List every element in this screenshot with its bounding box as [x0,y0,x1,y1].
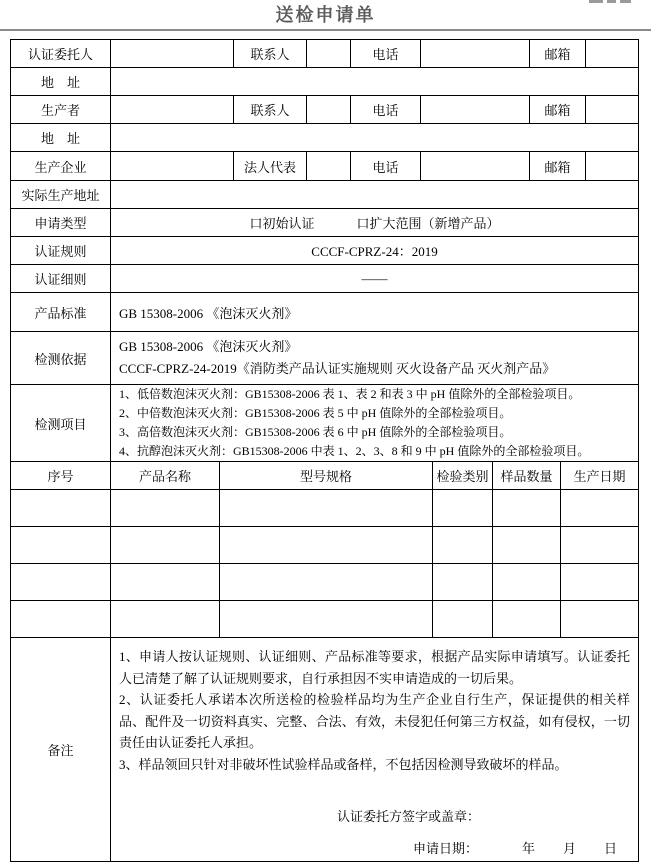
header-inspection-type: 检验类别 [433,462,493,490]
remarks-item: 2、认证委托人承诺本次所送检的检验样品均为生产企业自行生产，保证提供的相关样品、配件及一切资料真实、完整、合法、有效，未侵犯任何第三方权益，如有侵权，一切责任由认证委托人承担。 [119,692,630,750]
manufacturer-row [11,152,639,181]
cropped-corner-text-artifact [589,0,637,3]
product-list-table [10,461,639,638]
test-items-value [111,385,639,462]
test-items-line: 2、中倍数泡沫灭火剂：GB15308-2006 表 5 中 pH 值除外的全部检验项目。 [119,406,512,420]
serial-cell[interactable] [11,527,111,564]
cert-detail-label: 认证细则 [11,265,111,293]
test-items-label: 检测项目 [11,385,111,462]
sample-quantity-cell[interactable] [493,490,561,527]
manufacturer-legal-rep-cell[interactable] [307,152,351,181]
inspection-type-cell[interactable] [433,527,493,564]
cert-detail-row [11,265,639,293]
cert-rule-label: 认证规则 [11,237,111,265]
inspection-type-cell[interactable] [433,564,493,601]
header-production-date: 生产日期 [561,462,639,490]
applicant-label: 认证委托人 [11,40,111,68]
application-date-label: 申请日期： [413,841,479,856]
product-row [11,564,639,601]
actual-address-cell[interactable] [111,181,639,209]
remarks-row [11,638,639,862]
test-items-line: 3、高倍数泡沫灭火剂：GB15308-2006 表 6 中 pH 值除外的全部检验项目。 [119,425,512,439]
applicant-contact-label: 联系人 [234,40,307,68]
header-serial-number: 序号 [11,462,111,490]
application-type-row [11,209,639,237]
inspection-type-cell[interactable] [433,601,493,638]
applicant-phone-label: 电话 [351,40,421,68]
product-standard-row [11,293,639,332]
producer-contact-cell[interactable] [307,96,351,124]
product-name-cell[interactable] [111,527,220,564]
actual-address-row [11,181,639,209]
sample-quantity-cell[interactable] [493,601,561,638]
producer-row [11,96,639,124]
page-title: 送检申请单 [275,5,376,25]
product-row [11,601,639,638]
applicant-address-cell[interactable] [111,68,639,96]
test-items-line: 4、抗醇泡沫灭火剂：GB15308-2006 中表 1、2、3、8 和 9 中 pH 值除外的全部检验项目。 [119,444,590,458]
application-date-line [413,837,630,861]
signature-block [119,805,630,861]
header-product-name: 产品名称 [111,462,220,490]
inspection-type-cell[interactable] [433,490,493,527]
test-items-row [11,385,639,462]
producer-phone-label: 电话 [351,96,421,124]
month-label: 月 [563,841,577,856]
applicant-name-cell[interactable] [111,40,234,68]
test-items-line: 1、低倍数泡沫灭火剂：GB15308-2006 表 1、表 2 和表 3 中 pH 值除外的全部检验项目。 [119,387,581,401]
product-row [11,490,639,527]
actual-address-label: 实际生产地址 [11,181,111,209]
producer-email-label: 邮箱 [530,96,586,124]
test-basis-row [11,332,639,385]
applicant-email-cell[interactable] [586,40,639,68]
product-standard-value: GB 15308-2006 《泡沫灭火剂》 [111,293,639,332]
manufacturer-legal-rep-label: 法人代表 [234,152,307,181]
applicant-row [11,40,639,68]
serial-cell[interactable] [11,490,111,527]
applicant-address-label: 地 址 [11,68,111,96]
producer-name-cell[interactable] [111,96,234,124]
applicant-address-row [11,68,639,96]
production-date-cell[interactable] [561,527,639,564]
model-spec-cell[interactable] [220,490,433,527]
manufacturer-phone-cell[interactable] [421,152,530,181]
manufacturer-email-cell[interactable] [586,152,639,181]
cert-rule-value: CCCF-CPRZ-24：2019 [111,237,639,265]
application-info-table [10,39,639,462]
year-label: 年 [522,841,536,856]
product-row [11,527,639,564]
product-header-row [11,462,639,490]
sample-quantity-cell[interactable] [493,527,561,564]
model-spec-cell[interactable] [220,527,433,564]
producer-label: 生产者 [11,96,111,124]
sample-quantity-cell[interactable] [493,564,561,601]
title-divider-line [0,29,651,31]
checkbox-initial-certification[interactable]: 口初始认证 [249,216,315,231]
applicant-email-label: 邮箱 [530,40,586,68]
manufacturer-email-label: 邮箱 [530,152,586,181]
production-date-cell[interactable] [561,601,639,638]
production-date-cell[interactable] [561,564,639,601]
checkbox-expand-scope[interactable]: 口扩大范围（新增产品） [356,216,500,231]
application-type-cell [111,209,639,237]
model-spec-cell[interactable] [220,564,433,601]
test-basis-line: CCCF-CPRZ-24-2019《消防类产品认证实施规则 灭火设备产品 灭火剂产品》 [119,361,556,376]
serial-cell[interactable] [11,601,111,638]
signature-label: 认证委托方签字或盖章： [337,809,481,824]
day-label: 日 [604,841,618,856]
production-date-cell[interactable] [561,490,639,527]
applicant-phone-cell[interactable] [421,40,530,68]
producer-phone-cell[interactable] [421,96,530,124]
producer-email-cell[interactable] [586,96,639,124]
application-type-label: 申请类型 [11,209,111,237]
serial-cell[interactable] [11,564,111,601]
producer-address-label: 地 址 [11,124,111,152]
remarks-content [111,638,639,862]
remarks-item: 3、样品领回只针对非破坏性试验样品或备样，不包括因检测导致破坏的样品。 [119,756,568,772]
product-standard-label: 产品标准 [11,293,111,332]
manufacturer-label: 生产企业 [11,152,111,181]
model-spec-cell[interactable] [220,601,433,638]
manufacturer-phone-label: 电话 [351,152,421,181]
test-basis-value [111,332,639,385]
header-model-spec: 型号规格 [220,462,433,490]
remarks-table [10,637,639,862]
product-name-cell[interactable] [111,490,220,527]
remarks-item: 1、申请人按认证规则、认证细则、产品标准等要求，根据产品实际申请填写。认证委托人已清楚了解了认证规则要求，自行承担因不实申请造成的一切后果。 [119,649,630,686]
cert-rule-row [11,237,639,265]
applicant-contact-cell[interactable] [307,40,351,68]
remarks-label: 备注 [11,638,111,862]
header-sample-quantity: 样品数量 [493,462,561,490]
cert-detail-value: —— [111,265,639,293]
producer-address-cell[interactable] [111,124,639,152]
test-basis-label: 检测依据 [11,332,111,385]
producer-address-row [11,124,639,152]
product-name-cell[interactable] [111,601,220,638]
test-basis-line: GB 15308-2006 《泡沫灭火剂》 [119,339,298,354]
producer-contact-label: 联系人 [234,96,307,124]
product-name-cell[interactable] [111,564,220,601]
manufacturer-name-cell[interactable] [111,152,234,181]
